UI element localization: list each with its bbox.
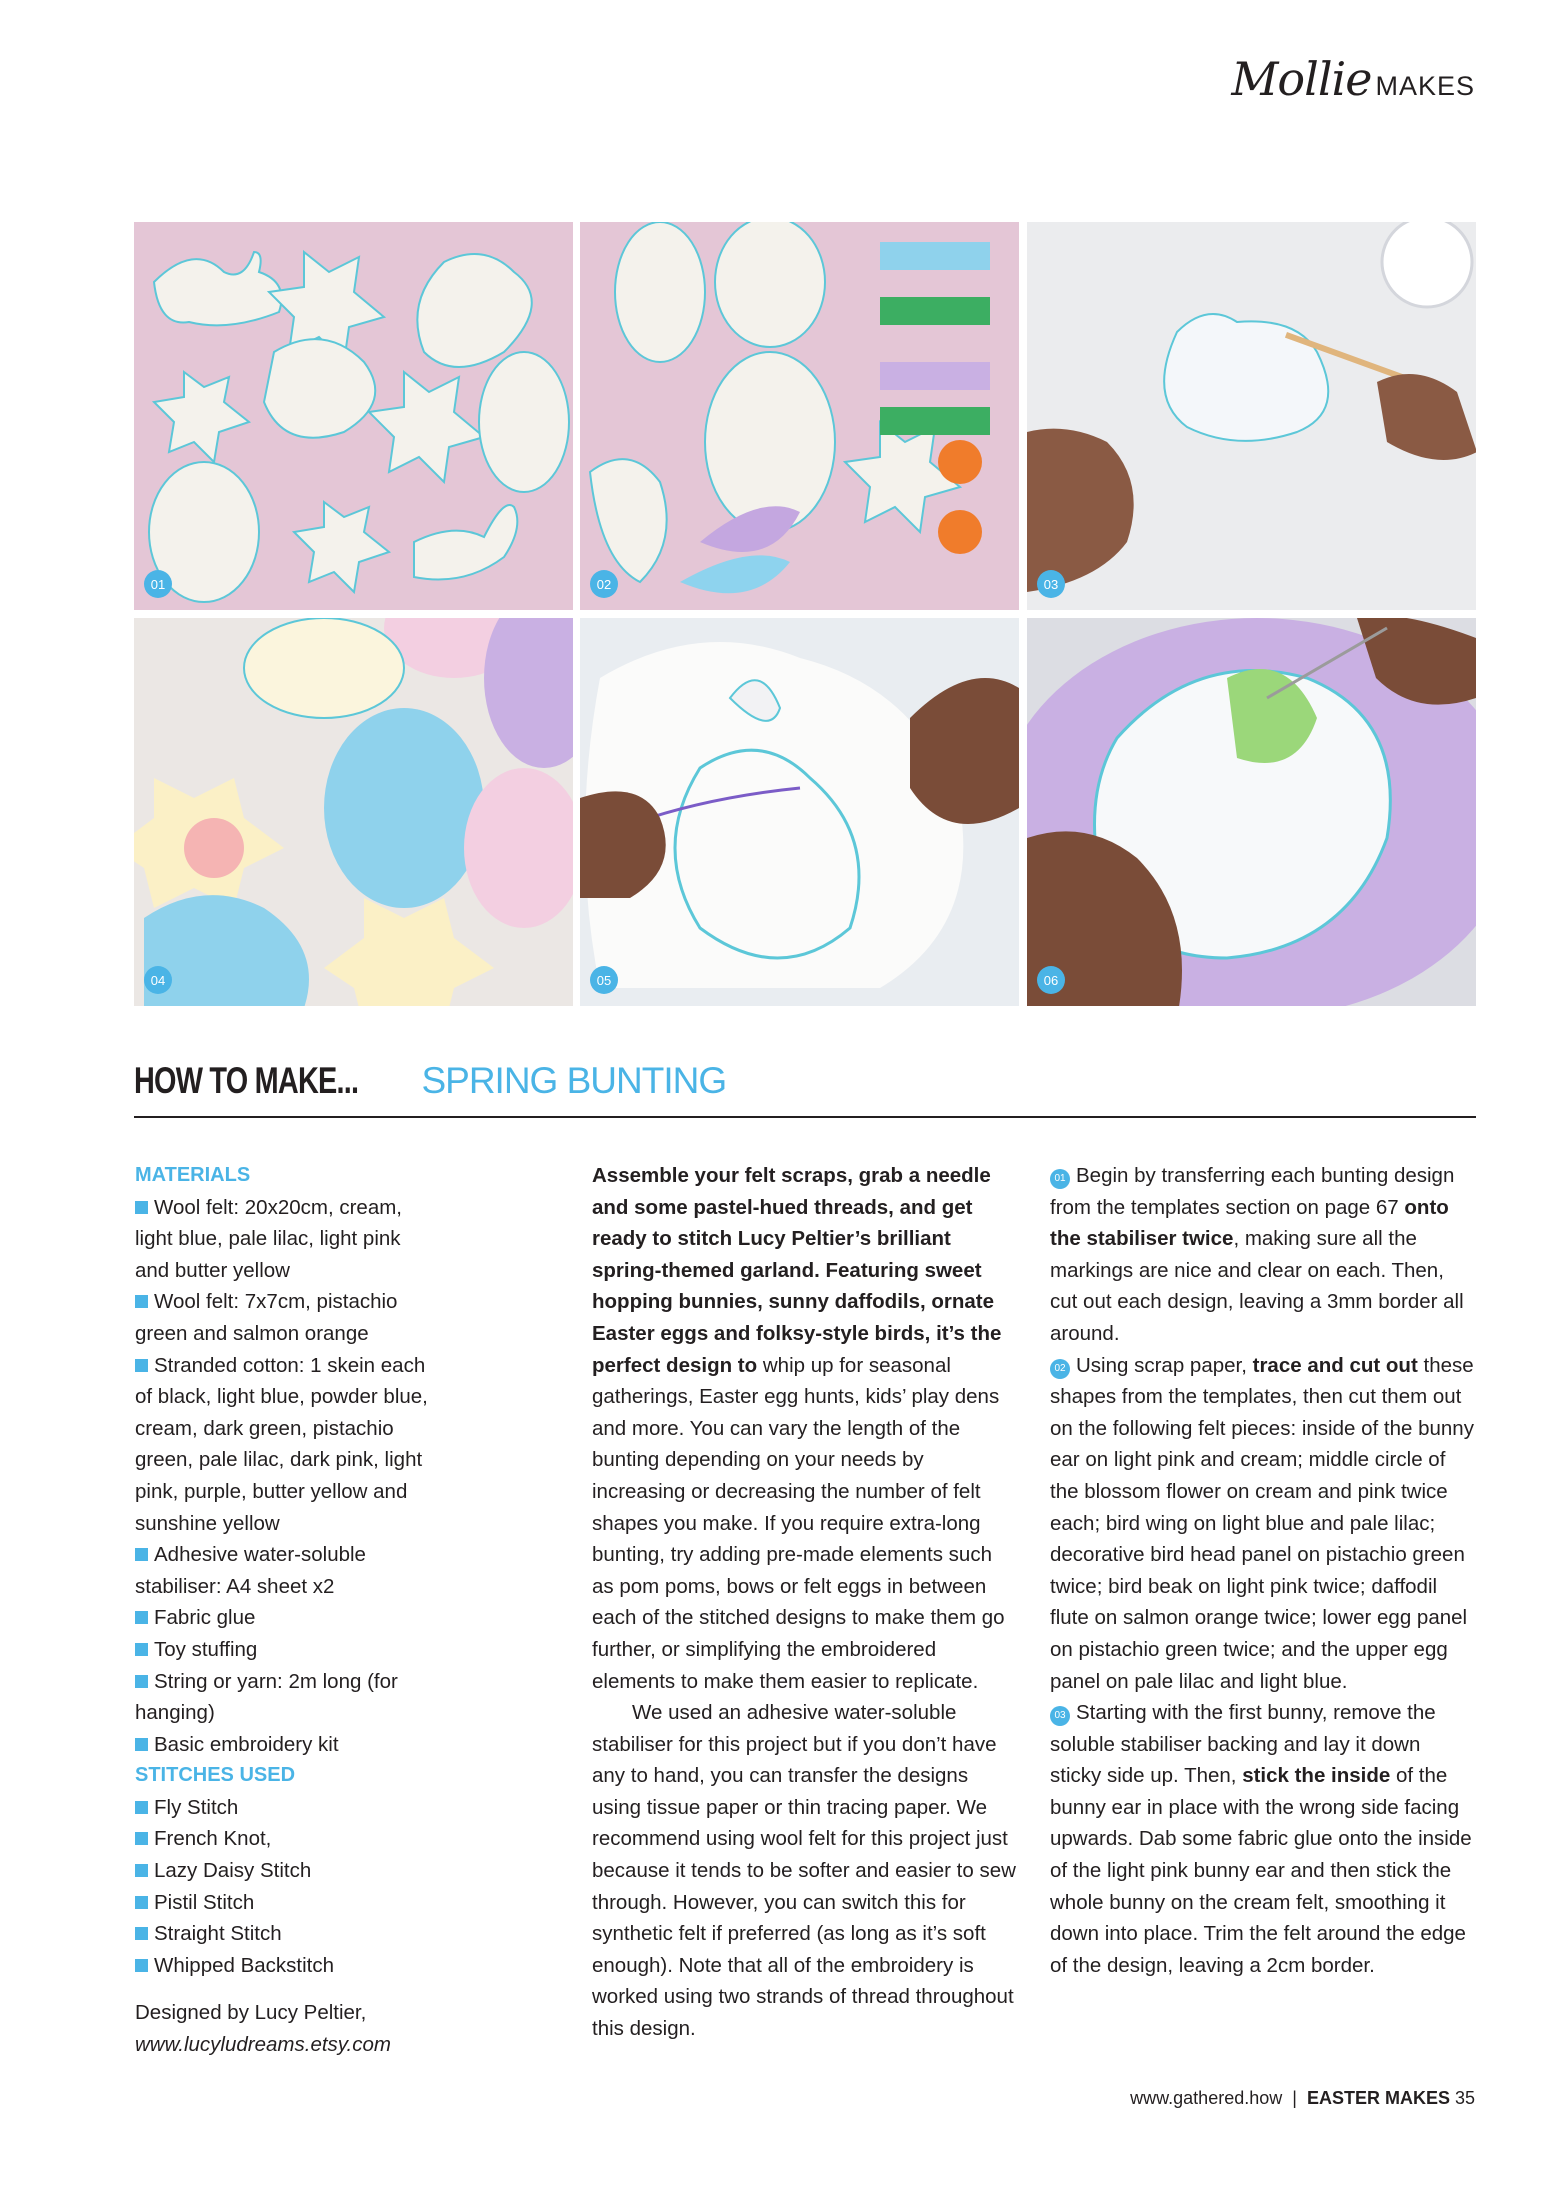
intro-text: whip up for seasonal gatherings, Easter egg hunts, kids’ play dens and more. You can vary the length of the bunting depending on your needs by increasing or decreasing the number of felt shapes you make. If you require extra-long bunting, try adding pre-made elements such as pom poms, bows or felt eggs in between each of the stitched designs to make them go further, or simplifying the embroidered elements to make them easier to replicate.	[592, 1353, 1005, 1693]
step-01: 01 Begin by transferring each bunting design from the templates section on page 67 onto the stabiliser twice, making sure all the markings are nice and clear on each. Then, cut out each design, leaving a 3mm border all around.	[1050, 1164, 1464, 1345]
list-item: Stranded cotton: 1 skein each of black, light blue, powder blue, cream, dark green, pistachio green, pale lilac, dark pink, light pink, purple, butter yellow and sunshine yellow	[135, 1353, 428, 1535]
bullet-square-icon	[135, 1801, 148, 1814]
bullet-square-icon	[135, 1896, 148, 1909]
footer-magazine: EASTER MAKES	[1306, 2088, 1450, 2108]
logo-word: MAKES	[1375, 71, 1475, 101]
list-item: Straight Stitch	[135, 1918, 435, 1950]
section-heading	[134, 1060, 1476, 1118]
list-item: French Knot,	[135, 1823, 435, 1855]
intro-standfirst: Assemble your felt scraps, grab a needle and some pastel-hued threads, and get ready to stitch Lucy Peltier’s brilliant spring-themed garland. Featuring sweet hopping bunnies, sunny daffodils, ornate Easter eggs and folksy-style birds, it’s the perfect design to	[592, 1164, 1002, 1377]
logo-script: Mollie	[1231, 52, 1372, 106]
bullet-square-icon	[135, 1864, 148, 1877]
bullet-square-icon	[135, 1201, 148, 1214]
materials-heading: MATERIALS	[135, 1164, 251, 1186]
designer-credit	[135, 1997, 435, 2060]
list-item: String or yarn: 2m long (for hanging)	[135, 1669, 398, 1725]
stitches-heading: STITCHES USED	[135, 1764, 296, 1787]
steps-column	[1050, 1160, 1475, 1981]
heading-light: SPRING BUNTING	[421, 1060, 727, 1101]
photo-01-image	[134, 222, 573, 610]
photo-number-badge: 03	[1037, 570, 1065, 598]
designer-link[interactable]: www.lucyludreams.etsy.com	[135, 2033, 391, 2057]
photo-number-badge: 01	[144, 570, 172, 598]
photo-grid	[134, 222, 1476, 1006]
bullet-square-icon	[135, 1359, 148, 1372]
page-footer	[1130, 2088, 1475, 2109]
masthead-logo	[1231, 52, 1475, 106]
step-number-badge: 01	[1050, 1169, 1070, 1189]
list-item: Whipped Backstitch	[135, 1950, 435, 1982]
page-number: 35	[1454, 2088, 1475, 2108]
list-item: Wool felt: 7x7cm, pistachio green and salmon orange	[135, 1290, 398, 1345]
stitches-list	[135, 1792, 435, 1982]
list-item: Basic embroidery kit	[135, 1729, 435, 1761]
list-item: Pistil Stitch	[135, 1887, 435, 1919]
footer-divider: |	[1292, 2088, 1297, 2108]
step-number-badge: 03	[1050, 1706, 1070, 1726]
heading-bold: HOW TO MAKE...	[134, 1060, 359, 1101]
sidebar-column	[135, 1160, 435, 2061]
bullet-square-icon	[135, 1832, 148, 1845]
step-02: 02 Using scrap paper, trace and cut out these shapes from the templates, then cut them out on the following felt pieces: inside of the bunny ear on light pink and cream; middle circle of the blossom flower on cream and pink twice each; bird wing on light blue and pale lilac; decorative bird head panel on pistachio green twice; bird beak on light pink twice; daffodil flute on salmon orange twice; lower egg panel on pistachio green twice; and the upper egg panel on pale lilac and light blue.	[1050, 1353, 1474, 1693]
photo-04-image	[134, 618, 573, 1006]
bullet-square-icon	[135, 1611, 148, 1624]
list-item: Toy stuffing	[135, 1634, 435, 1666]
body-paragraph: We used an adhesive water-soluble stabiliser for this project but if you don’t have any to hand, you can transfer the designs using tissue paper or thin tracing paper. We recommend using wool felt for this project just because it tends to be softer and easier to sew through. However, you can switch this for synthetic felt if preferred (as long as it’s soft enough). Note that all of the embroidery is worked using two strands of thread throughout this design.	[592, 1701, 1016, 2041]
list-item: Fly Stitch	[135, 1792, 435, 1824]
bullet-square-icon	[135, 1295, 148, 1308]
materials-list	[135, 1192, 435, 1761]
photo-05-image	[580, 618, 1019, 1006]
bullet-square-icon	[135, 1738, 148, 1751]
list-item: Lazy Daisy Stitch	[135, 1855, 435, 1887]
step-number-badge: 02	[1050, 1359, 1070, 1379]
photo-02-image	[580, 222, 1019, 610]
photo-number-badge: 04	[144, 966, 172, 994]
bullet-square-icon	[135, 1959, 148, 1972]
list-item: Adhesive water-soluble stabiliser: A4 sheet x2	[135, 1543, 366, 1598]
bullet-square-icon	[135, 1548, 148, 1561]
credit-line: Designed by Lucy Peltier,	[135, 2001, 367, 2025]
bullet-square-icon	[135, 1675, 148, 1688]
photo-04	[134, 618, 573, 1006]
photo-05	[580, 618, 1019, 1006]
list-item: Fabric glue	[135, 1602, 435, 1634]
footer-url[interactable]: www.gathered.how	[1130, 2088, 1283, 2108]
photo-number-badge: 06	[1037, 966, 1065, 994]
list-item: Wool felt: 20x20cm, cream, light blue, pale lilac, light pink and butter yellow	[135, 1195, 402, 1282]
photo-03	[1027, 222, 1476, 610]
photo-06-image	[1027, 618, 1476, 1006]
photo-01	[134, 222, 573, 610]
photo-number-badge: 05	[590, 966, 618, 994]
photo-06	[1027, 618, 1476, 1006]
photo-number-badge: 02	[590, 570, 618, 598]
intro-paragraph	[592, 1160, 1017, 1697]
step-03: 03 Starting with the first bunny, remove the soluble stabiliser backing and lay it down sticky side up. Then, stick the inside of the bunny ear in place with the wrong side facing upwards. Dab some fabric glue onto the inside of the light pink bunny ear and then stick the whole bunny on the cream felt, smoothing it down into place. Trim the felt around the edge of the design, leaving a 2cm border.	[1050, 1701, 1472, 1977]
bullet-square-icon	[135, 1643, 148, 1656]
intro-column	[592, 1160, 1017, 2045]
photo-03-image	[1027, 222, 1476, 610]
bullet-square-icon	[135, 1927, 148, 1940]
photo-02	[580, 222, 1019, 610]
